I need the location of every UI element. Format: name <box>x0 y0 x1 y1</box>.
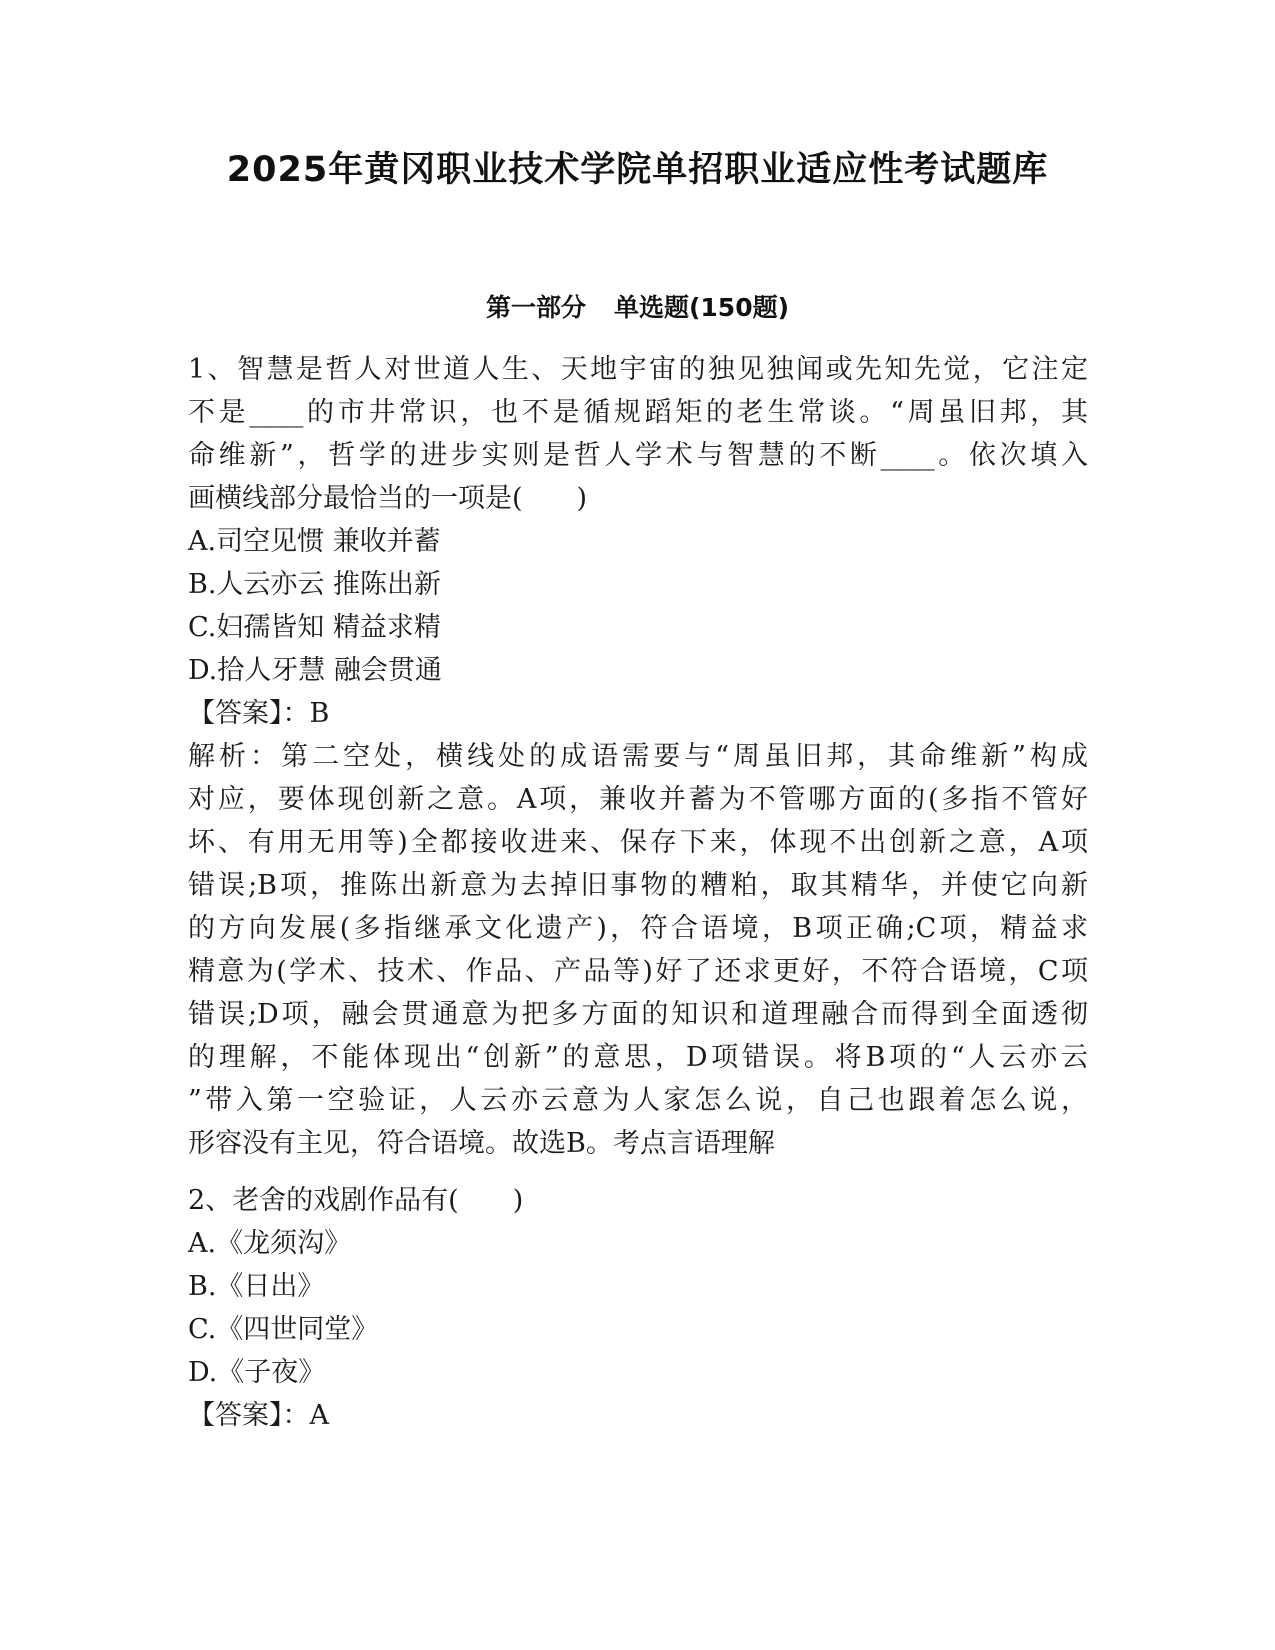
document-body <box>188 348 1088 1437</box>
analysis-line: 错误;B项，推陈出新意为去掉旧事物的糟粕，取其精华，并使它向新 <box>188 870 1088 901</box>
option-d: D.拾人牙慧 融会贯通 <box>188 655 442 686</box>
option-c: C.妇孺皆知 精益求精 <box>188 612 441 643</box>
analysis-line: 的理解，不能体现出“创新”的意思，D项错误。将B项的“人云亦云 <box>188 1042 1088 1073</box>
question-2 <box>188 1179 1088 1437</box>
question-stem-line: 画横线部分最恰当的一项是( ) <box>188 483 588 514</box>
analysis-line: 精意为(学术、技术、作品、产品等)好了还求更好，不符合语境，C项 <box>188 956 1088 987</box>
question-stem-line: 2、老舍的戏剧作品有( ) <box>188 1185 524 1216</box>
analysis-line: 解析：第二空处，横线处的成语需要与“周虽旧邦，其命维新”构成 <box>188 741 1088 772</box>
option-b: B.人云亦云 推陈出新 <box>188 569 442 600</box>
analysis-line: 的方向发展(多指继承文化遗产)，符合语境，B项正确;C项，精益求 <box>188 913 1088 944</box>
section-heading <box>0 290 1275 326</box>
question-stem-line: 1、智慧是哲人对世道人生、天地宇宙的独见独闻或先知先觉，它注定 <box>188 354 1088 385</box>
section-part-label: 第一部分 <box>485 293 586 322</box>
option-d: D.《子夜》 <box>188 1357 326 1388</box>
section-type-label: 单选题(150题) <box>613 293 790 322</box>
answer-line: 【答案】：B <box>188 698 330 729</box>
document-title: 2025年黄冈职业技术学院单招职业适应性考试题库 <box>226 150 1049 190</box>
option-a: A.《龙须沟》 <box>188 1228 352 1259</box>
option-c: C.《四世同堂》 <box>188 1314 379 1345</box>
question-1 <box>188 348 1088 1165</box>
option-a: A.司空见惯 兼收并蓄 <box>188 526 441 557</box>
analysis-line: 形容没有主见，符合语境。故选B。考点言语理解 <box>188 1128 775 1159</box>
question-stem-line: 命维新”，哲学的进步实则是哲人学术与智慧的不断____。依次填入 <box>188 440 1088 471</box>
analysis-line: 坏、有用无用等)全都接收进来、保存下来，体现不出创新之意，A项 <box>188 827 1088 858</box>
analysis-line: 对应，要体现创新之意。A项，兼收并蓄为不管哪方面的(多指不管好 <box>188 784 1088 815</box>
answer-line: 【答案】：A <box>188 1400 329 1431</box>
question-stem-line: 不是____的市井常识，也不是循规蹈矩的老生常谈。“周虽旧邦，其 <box>188 397 1088 428</box>
analysis-line: ”带入第一空验证，人云亦云意为人家怎么说，自己也跟着怎么说， <box>188 1085 1088 1116</box>
analysis-line: 错误;D项，融会贯通意为把多方面的知识和道理融合而得到全面透彻 <box>188 999 1088 1030</box>
option-b: B.《日出》 <box>188 1271 325 1302</box>
